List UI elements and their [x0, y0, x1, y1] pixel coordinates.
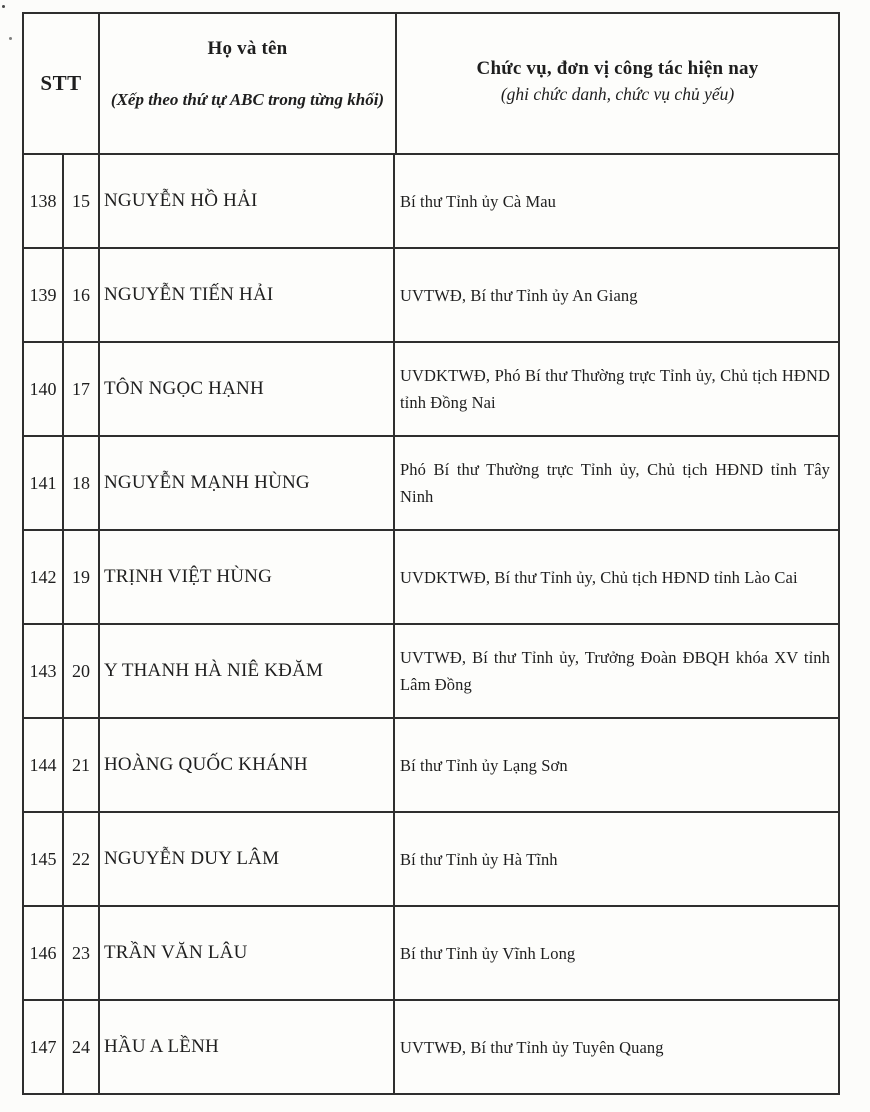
- row-subnumber: 19: [72, 566, 90, 587]
- table-row: [24, 529, 838, 623]
- position-cell: [395, 531, 838, 623]
- row-subnumber-cell: [64, 249, 100, 341]
- position-cell: [395, 719, 838, 811]
- officials-table: [22, 12, 840, 1095]
- row-subnumber-cell: [64, 343, 100, 435]
- person-position: UVTWĐ, Bí thư Tỉnh ủy Tuyên Quang: [400, 1037, 664, 1057]
- name-cell: [100, 907, 395, 999]
- header-name-title: Họ và tên: [207, 38, 288, 59]
- person-position: UVDKTWĐ, Phó Bí thư Thường trực Tỉnh ủy, Chủ tịch HĐND tỉnh Đồng Nai: [400, 366, 830, 412]
- person-position: Bí thư Tỉnh ủy Hà Tĩnh: [400, 849, 558, 869]
- row-number: 140: [29, 378, 57, 399]
- name-cell: [100, 719, 395, 811]
- row-subnumber: 22: [72, 848, 90, 869]
- person-position: UVTWĐ, Bí thư Tỉnh ủy An Giang: [400, 285, 638, 305]
- name-cell: [100, 249, 395, 341]
- header-position-subtitle: (ghi chức danh, chức vụ chủ yếu): [500, 84, 735, 104]
- row-subnumber: 15: [72, 190, 90, 211]
- row-number-cell: [24, 625, 64, 717]
- person-name: TRẦN VĂN LÂU: [104, 942, 248, 963]
- row-subnumber: 24: [72, 1036, 90, 1057]
- header-position-cell: [397, 14, 838, 153]
- row-subnumber: 21: [72, 754, 90, 775]
- name-cell: [100, 437, 395, 529]
- row-number: 147: [29, 1036, 57, 1057]
- person-name: NGUYỄN DUY LÂM: [104, 848, 280, 869]
- row-number-cell: [24, 1001, 64, 1093]
- person-position: Phó Bí thư Thường trực Tỉnh ủy, Chủ tịch HĐND tỉnh Tây Ninh: [400, 460, 830, 506]
- person-name: HOÀNG QUỐC KHÁNH: [104, 754, 308, 775]
- position-cell: [395, 813, 838, 905]
- header-name-subtitle: (Xếp theo thứ tự ABC trong từng khối): [110, 90, 385, 109]
- header-name-cell: [100, 14, 397, 153]
- person-name: NGUYỄN HỒ HẢI: [104, 190, 258, 211]
- table-row: [24, 153, 838, 247]
- person-position: UVDKTWĐ, Bí thư Tỉnh ủy, Chủ tịch HĐND tỉnh Lào Cai: [400, 567, 798, 587]
- row-number: 142: [29, 566, 57, 587]
- name-cell: [100, 1001, 395, 1093]
- person-position: Bí thư Tỉnh ủy Vĩnh Long: [400, 943, 576, 963]
- person-name: HẦU A LỀNH: [104, 1036, 219, 1057]
- scan-speck: [9, 37, 12, 40]
- table-row: [24, 435, 838, 529]
- table-row: [24, 717, 838, 811]
- position-cell: [395, 907, 838, 999]
- row-subnumber-cell: [64, 625, 100, 717]
- person-name: NGUYỄN TIẾN HẢI: [104, 284, 274, 305]
- row-number: 144: [29, 754, 57, 775]
- table-row: [24, 905, 838, 999]
- row-subnumber: 17: [72, 378, 90, 399]
- position-cell: [395, 249, 838, 341]
- name-cell: [100, 343, 395, 435]
- position-cell: [395, 437, 838, 529]
- person-position: Bí thư Tỉnh ủy Lạng Sơn: [400, 755, 568, 775]
- row-number: 146: [29, 942, 57, 963]
- table-row: [24, 811, 838, 905]
- person-name: Y THANH HÀ NIÊ KĐĂM: [104, 660, 324, 681]
- row-subnumber-cell: [64, 155, 100, 247]
- position-cell: [395, 1001, 838, 1093]
- row-subnumber: 16: [72, 284, 90, 305]
- header-position-title: Chức vụ, đơn vị công tác hiện nay: [476, 58, 759, 79]
- position-cell: [395, 343, 838, 435]
- row-number-cell: [24, 155, 64, 247]
- row-subnumber-cell: [64, 531, 100, 623]
- row-number-cell: [24, 907, 64, 999]
- name-cell: [100, 531, 395, 623]
- scan-speck: [2, 5, 5, 8]
- row-number-cell: [24, 719, 64, 811]
- row-subnumber: 23: [72, 942, 90, 963]
- position-cell: [395, 155, 838, 247]
- row-subnumber-cell: [64, 1001, 100, 1093]
- person-name: TÔN NGỌC HẠNH: [104, 378, 264, 399]
- row-number: 141: [29, 472, 57, 493]
- row-number-cell: [24, 437, 64, 529]
- person-position: UVTWĐ, Bí thư Tỉnh ủy, Trưởng Đoàn ĐBQH khóa XV tỉnh Lâm Đồng: [400, 648, 830, 694]
- row-number-cell: [24, 531, 64, 623]
- table-header-row: [24, 14, 838, 153]
- table-body: [24, 153, 838, 1093]
- row-subnumber: 18: [72, 472, 90, 493]
- row-number-cell: [24, 249, 64, 341]
- row-number: 145: [29, 848, 57, 869]
- row-number: 138: [29, 190, 57, 211]
- name-cell: [100, 155, 395, 247]
- table-row: [24, 341, 838, 435]
- row-number-cell: [24, 343, 64, 435]
- header-stt-cell: [24, 14, 100, 153]
- person-name: NGUYỄN MẠNH HÙNG: [104, 472, 310, 493]
- row-subnumber-cell: [64, 907, 100, 999]
- table-row: [24, 623, 838, 717]
- table-row: [24, 247, 838, 341]
- position-cell: [395, 625, 838, 717]
- person-name: TRỊNH VIỆT HÙNG: [104, 566, 273, 587]
- header-stt-label: STT: [40, 71, 82, 95]
- row-number: 143: [29, 660, 57, 681]
- row-number: 139: [29, 284, 57, 305]
- row-subnumber: 20: [72, 660, 90, 681]
- row-subnumber-cell: [64, 813, 100, 905]
- row-number-cell: [24, 813, 64, 905]
- row-subnumber-cell: [64, 719, 100, 811]
- table-row: [24, 999, 838, 1093]
- name-cell: [100, 625, 395, 717]
- name-cell: [100, 813, 395, 905]
- person-position: Bí thư Tỉnh ủy Cà Mau: [400, 191, 557, 211]
- row-subnumber-cell: [64, 437, 100, 529]
